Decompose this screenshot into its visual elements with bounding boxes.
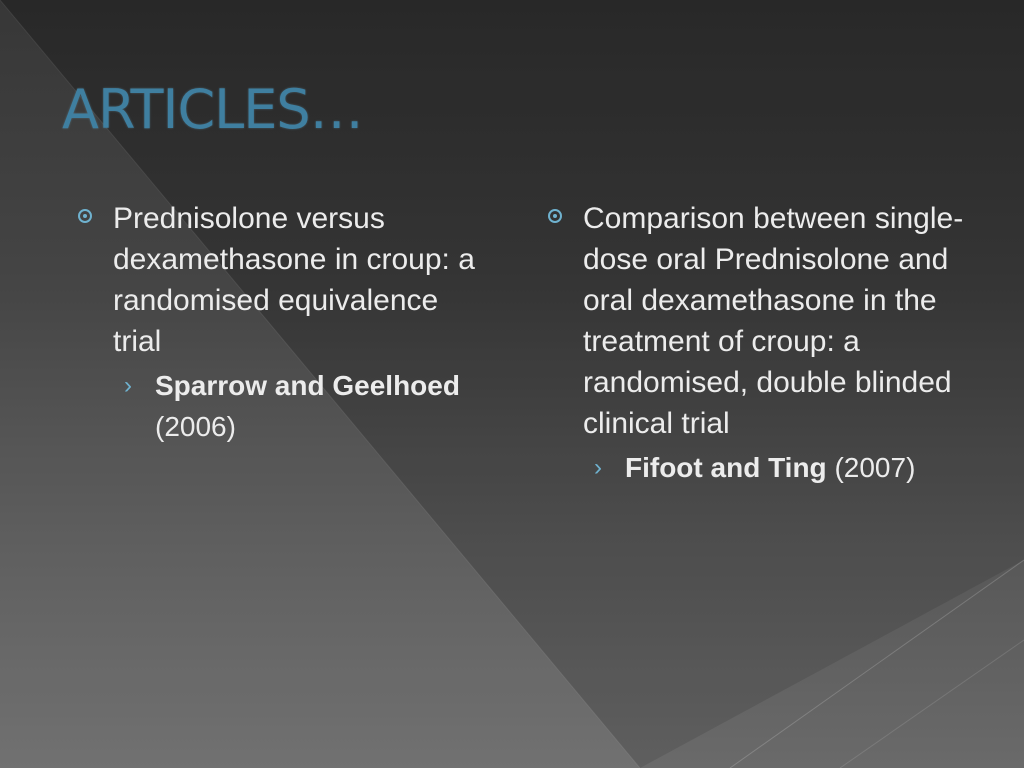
- article-title: Comparison between single-dose oral Prednisolone and oral dexamethasone in the treatment of croup: a randomised, double blinded clinical trial: [583, 202, 964, 440]
- article-citation: [68, 365, 488, 447]
- circle-dot-icon: [548, 209, 562, 223]
- circle-dot-icon: [78, 209, 92, 223]
- article-citation: [538, 447, 978, 488]
- article-year: (2007): [834, 452, 916, 483]
- article-title: Prednisolone versus dexamethasone in croup: a randomised equivalence trial: [113, 202, 475, 358]
- chevron-right-icon: ›: [124, 372, 132, 399]
- article-author: Fifoot and Ting: [625, 452, 827, 483]
- article-bullet: [538, 198, 978, 444]
- left-column: [68, 198, 488, 447]
- slide-title: ARTICLES…: [62, 78, 363, 141]
- right-column: [538, 198, 978, 488]
- background-corner-line-2: [840, 640, 1024, 768]
- article-author: Sparrow and Geelhoed: [155, 370, 460, 401]
- article-year: (2006): [155, 411, 236, 442]
- chevron-right-icon: ›: [594, 454, 602, 481]
- article-bullet: [68, 198, 488, 362]
